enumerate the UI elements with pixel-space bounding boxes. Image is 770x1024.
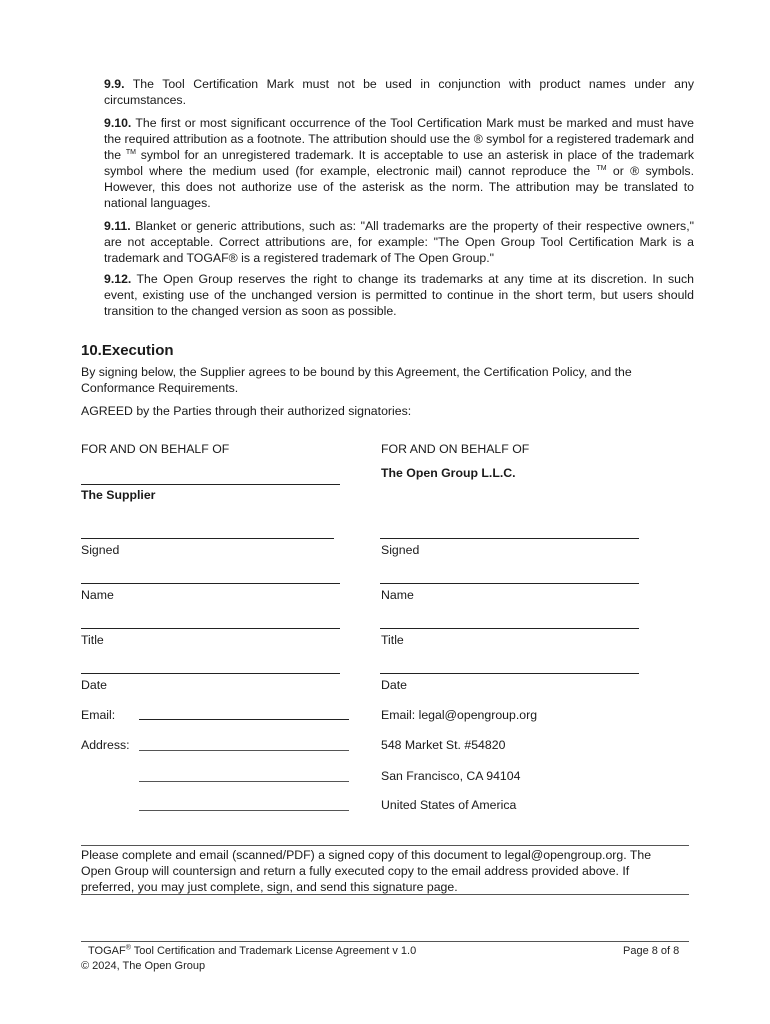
clause-text: symbol for an unregistered trademark. It is acceptable to use an asterisk in place of the trademark symbol where the medium used (for example, electronic mail) cannot reproduce the: [104, 148, 694, 178]
section-title: Execution: [101, 342, 174, 359]
right-behalf-label: FOR AND ON BEHALF OF: [381, 442, 530, 456]
clause-9-10: [104, 115, 694, 211]
supplier-name-line[interactable]: [81, 484, 340, 485]
footer-doc-prefix: TOGAF: [88, 945, 126, 957]
footer-document-title: [88, 944, 416, 958]
clause-number: 9.9.: [104, 77, 125, 91]
right-title-label: Title: [381, 633, 404, 647]
supplier-party-label: The Supplier: [81, 488, 156, 502]
right-date-label: Date: [381, 678, 407, 692]
clause-number: 9.12.: [104, 272, 132, 286]
right-address-line-3: United States of America: [381, 798, 517, 812]
clause-text: Blanket or generic attributions, such as: "All trademarks are the property of their respective owners," are not acceptable. Correct attributions are, for example: "The Open Group Tool Certification Mark is a trademark and TOGAF® is a registered trademark of The Open Group.": [104, 219, 694, 265]
footer-page-number: Page 8 of 8: [623, 945, 680, 957]
right-name-label: Name: [381, 588, 414, 602]
left-title-label: Title: [81, 633, 104, 647]
left-email-field[interactable]: [139, 719, 349, 720]
left-title-line[interactable]: [81, 628, 340, 629]
left-address-field-3[interactable]: [139, 810, 349, 811]
right-name-line[interactable]: [380, 583, 639, 584]
right-title-line[interactable]: [380, 628, 639, 629]
left-date-label: Date: [81, 678, 107, 692]
open-group-party-label: The Open Group L.L.C.: [381, 466, 516, 480]
left-address-field-1[interactable]: [139, 750, 349, 751]
right-address-line-1: 548 Market St. #54820: [381, 738, 506, 752]
right-signed-label: Signed: [381, 543, 420, 557]
footer-rule: [81, 941, 689, 942]
clause-text: The Tool Certification Mark must not be used in conjunction with product names under any circumstances.: [104, 77, 694, 107]
clause-9-12: [104, 271, 694, 319]
section-number: 10.: [81, 342, 102, 359]
right-signed-line[interactable]: [380, 538, 639, 539]
clause-number: 9.10.: [104, 116, 132, 130]
left-signed-line[interactable]: [81, 538, 334, 539]
left-address-field-2[interactable]: [139, 781, 349, 782]
notice-bottom-rule: [81, 894, 689, 895]
left-email-label: Email:: [81, 708, 116, 722]
notice-top-rule: [81, 845, 689, 846]
clause-text: The first or most significant occurrence of the Tool Certification Mark must be marked and must have the required attribution as a footnote. The attribution should use the ® symbol for a registered trademark and the: [104, 116, 694, 162]
right-date-line[interactable]: [380, 673, 639, 674]
footer-copyright: © 2024, The Open Group: [81, 960, 206, 972]
agreed-statement: AGREED by the Parties through their authorized signatories:: [81, 404, 412, 418]
left-signed-label: Signed: [81, 543, 120, 557]
right-email: Email: legal@opengroup.org: [381, 708, 538, 722]
clause-9-11: [104, 218, 694, 266]
left-name-label: Name: [81, 588, 114, 602]
clause-text: or ® symbols. However, this does not authorize use of the asterisk as the norm. The attribution may be translated to national languages.: [104, 164, 694, 210]
left-address-label: Address:: [81, 738, 130, 752]
tm-mark: TM: [125, 148, 136, 156]
tm-mark: TM: [596, 164, 607, 172]
clause-9-9: [104, 76, 694, 108]
left-name-line[interactable]: [81, 583, 340, 584]
left-behalf-label: FOR AND ON BEHALF OF: [81, 442, 230, 456]
clause-number: 9.11.: [104, 219, 131, 233]
footer-doc-rest: Tool Certification and Trademark License Agreement v 1.0: [130, 945, 417, 957]
submission-notice: Please complete and email (scanned/PDF) a signed copy of this document to legal@opengroup.org. The Open Group will countersign and return a fully executed copy to the email address provided above. If preferred, you may just complete, sign, and send this signature page.: [81, 848, 652, 894]
registered-mark: ®: [125, 944, 131, 952]
section-heading: [81, 342, 174, 359]
clause-text: The Open Group reserves the right to change its trademarks at any time at its discretion. In such event, existing use of the unchanged version is permitted to continue in the short term, but users should transition to the changed version as soon as possible.: [104, 272, 694, 318]
right-address-line-2: San Francisco, CA 94104: [381, 769, 521, 783]
execution-intro: By signing below, the Supplier agrees to be bound by this Agreement, the Certification Policy, and the Conformance Requirements.: [81, 365, 632, 395]
left-date-line[interactable]: [81, 673, 340, 674]
